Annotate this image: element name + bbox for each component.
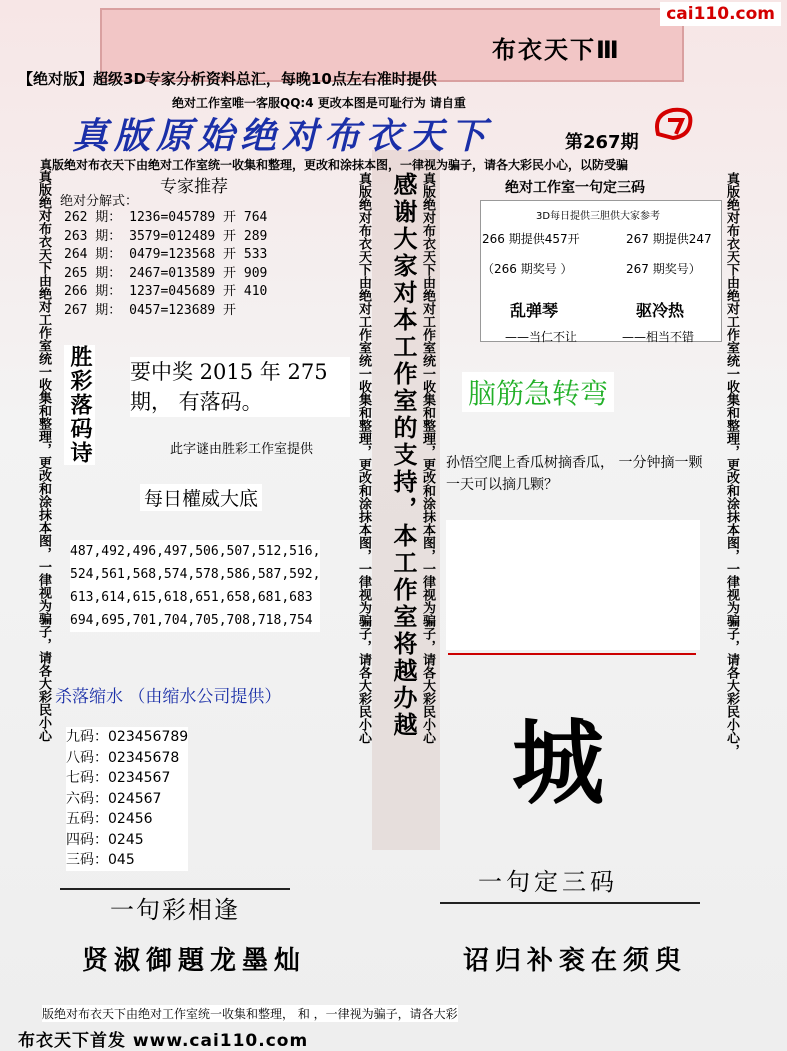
page-title: 真版原始绝对布衣天下: [72, 115, 493, 157]
warning-notice: 真版绝对布衣天下由绝对工作室统一收集和整理，更改和涂抹本图，一律视为骗子，请各大彩民小心，以防受骗: [40, 158, 629, 172]
expert-title: 专家推荐: [160, 177, 228, 197]
number-row: 613,614,615,618,651,658,681,683: [70, 590, 313, 605]
answer-box: [446, 520, 700, 650]
kill-title: 杀落缩水 （由缩水公司提供）: [55, 687, 282, 707]
three-code-title: 绝对工作室一句定三码: [505, 180, 645, 196]
history-list: [64, 209, 267, 320]
sentence-divider: [440, 902, 700, 904]
history-row: 264 期： 0479=123568 开 533: [64, 247, 268, 262]
analysis-label: 绝对分解式：: [60, 194, 139, 209]
number-row: 694,695,701,704,705,708,718,754: [70, 613, 313, 628]
daily-numbers: [70, 540, 320, 632]
side-warning-mid: 真版绝对布衣天下由绝对工作室统一收集和整理，更改和涂抹本图，一律视为骗子，请各大彩民小心: [356, 172, 371, 744]
answer-underline: [448, 653, 696, 655]
puzzle-provider: 此字谜由胜彩工作室提供: [170, 442, 314, 457]
side-warning-mid2: 真版绝对布衣天下由绝对工作室统一收集和整理，更改和涂抹本图，一律视为骗子，请各大彩民小心: [420, 172, 435, 744]
phrase-one: 乱弹琴: [510, 301, 559, 320]
side-warning-left: 真版绝对布衣天下由绝对工作室统一收集和整理，更改和涂抹本图，一律视为骗子，请各大彩民小心: [36, 170, 51, 742]
code-row: 四码：0245: [66, 831, 144, 848]
code-row: 七码：0234567: [66, 770, 171, 786]
header-contact-line: 绝对工作室唯一客服QQ:4 更改本图是可耻行为 请自重: [172, 96, 466, 110]
luck-title: 一句彩相逢: [110, 896, 240, 924]
daily-title: 每日權威大底: [140, 484, 262, 511]
header-subtitle: 【绝对版】超级3D专家分析资料总汇，每晚10点左右准时提供: [18, 70, 437, 88]
code-row: 六码：024567: [66, 790, 162, 807]
prize-text: 要中奖 2015 年 275 期， 有落码。: [130, 357, 350, 417]
history-row: 267 期： 0457=123689 开: [64, 302, 237, 318]
current-issue-result: 267 期奖号）: [626, 262, 701, 276]
issue-number: 第267期: [565, 132, 639, 153]
sentence-phrase: 诏归补衮在须臾: [463, 946, 688, 976]
luck-phrase: 贤淑御題龙墨灿: [82, 946, 307, 976]
code-row: 八码：02345678: [66, 749, 180, 766]
lottery-logo-icon: [648, 104, 698, 146]
code-row: 五码：02456: [66, 811, 153, 827]
history-row: 266 期： 1237=045689 开 410: [64, 284, 268, 299]
prev-issue-provided: 266 期提供457开: [482, 232, 580, 246]
phrase-one-sub: ——当仁不让: [505, 330, 578, 344]
prev-issue-result: （266 期奖号 ）: [482, 262, 573, 276]
riddle-text: 孙悟空爬上香瓜树摘香瓜， 一分钟摘一颗一天可以摘几颗？: [446, 455, 703, 493]
thanks-vertical: 感谢大家对本工作室的支持，本工作室将越办越: [389, 172, 418, 739]
code-row: 九码：023456789: [66, 729, 189, 745]
kill-codes: [66, 727, 188, 871]
phrase-two: 驱冷热: [636, 301, 685, 320]
phrase-two-sub: ——相当不错: [622, 330, 695, 344]
number-row: 487,492,496,497,506,507,512,516,: [70, 544, 321, 559]
number-row: 524,561,568,574,578,586,587,592,: [70, 567, 321, 582]
poem-label: 胜彩落码诗: [64, 345, 95, 465]
site-brand[interactable]: cai110.com: [660, 2, 781, 26]
history-row: 265 期： 2467=013589 开 909: [64, 265, 268, 281]
sentence-title: 一句定三码: [478, 868, 618, 896]
series-title: 布衣天下Ⅲ: [492, 36, 621, 64]
history-row: 263 期： 3579=012489 开 289: [64, 228, 268, 244]
bottom-warning: 版绝对布衣天下由绝对工作室统一收集和整理， 和 ，一律视为骗子，请各大彩: [42, 1007, 458, 1021]
big-character: 城: [512, 709, 605, 817]
current-issue-provided: 267 期提供247: [626, 232, 712, 246]
side-warning-right: 真版绝对布衣天下由绝对工作室统一收集和整理，更改和涂抹本图，一律视为骗子，请各大彩民小心，: [724, 172, 739, 757]
three-code-header: 3D每日提供三胆供大家参考: [536, 211, 661, 222]
history-row: 262 期： 1236=045789 开 764: [64, 210, 268, 225]
riddle-title: 脑筋急转弯: [462, 372, 614, 412]
footer-link[interactable]: 布衣天下首发 www.cai110.com: [18, 1031, 309, 1051]
code-row: 三码：045: [66, 852, 135, 868]
